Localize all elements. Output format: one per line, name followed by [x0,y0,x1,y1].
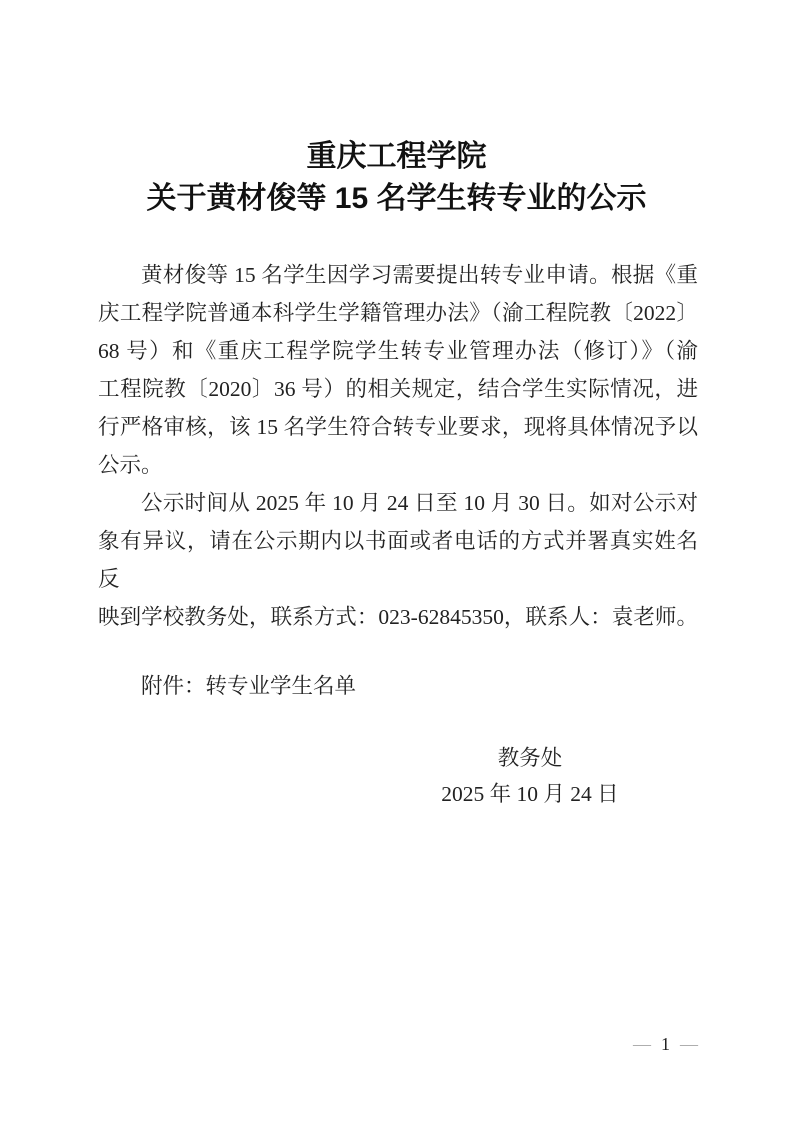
page-number-dash: — [633,1034,651,1054]
page-number [633,1033,698,1055]
document-title [0,136,793,220]
body-line: 公示。 [98,453,163,477]
body-line: 68 号）和《重庆工程学院学生转专业管理办法（修订）》（渝 [98,339,698,363]
body-line: 公示时间从 2025 年 10 月 24 日至 10 月 30 日。如对公示对 [141,491,698,515]
document-title-line-1: 重庆工程学院 [306,140,487,173]
body-line: 工程院教〔2020〕36 号）的相关规定，结合学生实际情况，进 [98,377,698,401]
body-line: 庆工程学院普通本科学生学籍管理办法》（渝工程院教〔2022〕 [98,301,698,325]
paragraph-2 [98,484,698,636]
body-line: 黄材俊等 15 名学生因学习需要提出转专业申请。根据《重 [141,263,698,287]
page-number-dash: — [680,1034,698,1054]
signature-block [370,740,690,812]
notice-body [98,256,698,705]
body-line: 映到学校教务处，联系方式：023-62845350，联系人：袁老师。 [98,605,698,629]
body-line: 象有异议，请在公示期内以书面或者电话的方式并署真实姓名反 [98,529,698,591]
page-number-value: 1 [661,1034,670,1054]
body-line: 行严格审核，该 15 名学生符合转专业要求，现将具体情况予以 [98,415,698,439]
attachment-line: 附件：转专业学生名单 [141,674,357,698]
signature-name: 教务处 [497,746,563,770]
document-title-line-2: 关于黄材俊等 15 名学生转专业的公示 [146,182,647,215]
signature-date: 2025 年 10 月 24 日 [441,782,619,806]
paragraph-1 [98,256,698,484]
